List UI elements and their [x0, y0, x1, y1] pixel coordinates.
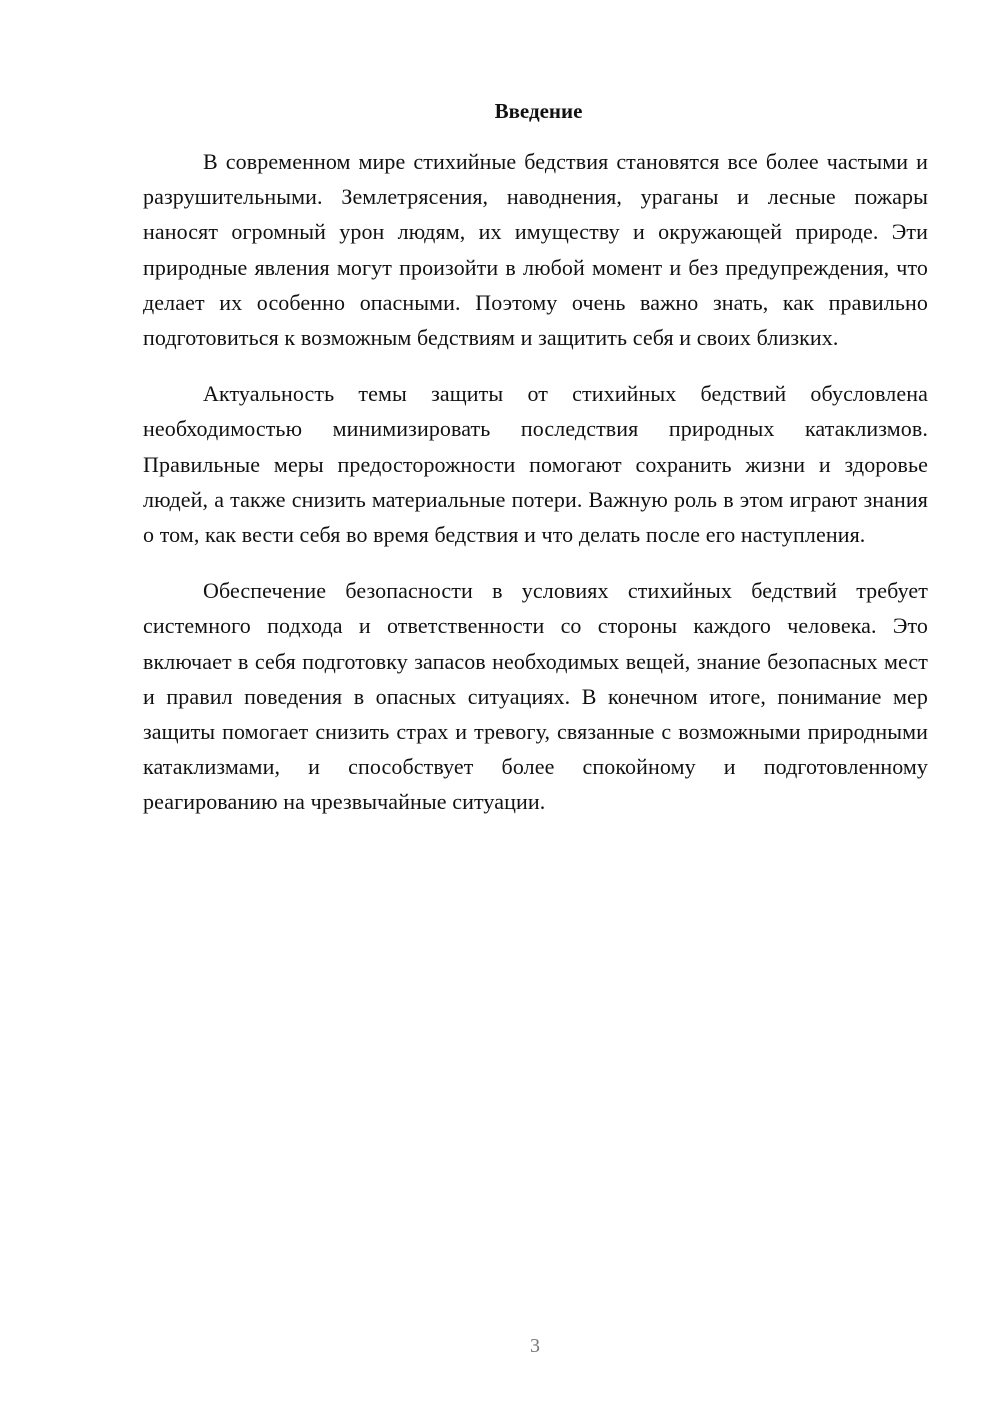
paragraph-intro: В современном мире стихийные бедствия становятся все более частыми и разрушительными. Землетрясения, наводнения, ураганы и лесные пожары наносят огромный урон людям, их имуществу и окружающей природе. Эти природные явления могут произойти в любой момент и без предупреждения, что делает их особенно опасными. Поэтому очень важно знать, как правильно подготовиться к возможным бедствиям и защитить себя и своих близких.	[143, 149, 928, 351]
document-body	[143, 96, 928, 841]
section-title: Введение	[494, 99, 583, 123]
paragraph-safety: Обеспечение безопасности в условиях стихийных бедствий требует системного подхода и ответственности со стороны каждого человека. Это включает в себя подготовку запасов необходимых вещей, знание безопасных мест и правил поведения в опасных ситуациях. В конечном итоге, понимание мер защиты помогает снизить страх и тревогу, связанные с возможными природными катаклизмами, и способствует более спокойному и подготовленному реагированию на чрезвычайные ситуации.	[143, 578, 928, 815]
paragraph-relevance: Актуальность темы защиты от стихийных бедствий обусловлена необходимостью минимизировать последствия природных катаклизмов. Правильные меры предосторожности помогают сохранить жизни и здоровье людей, а также снизить материальные потери. Важную роль в этом играют знания о том, как вести себя во время бедствия и что делать после его наступления.	[143, 381, 928, 548]
page-number: 3	[530, 1335, 540, 1357]
